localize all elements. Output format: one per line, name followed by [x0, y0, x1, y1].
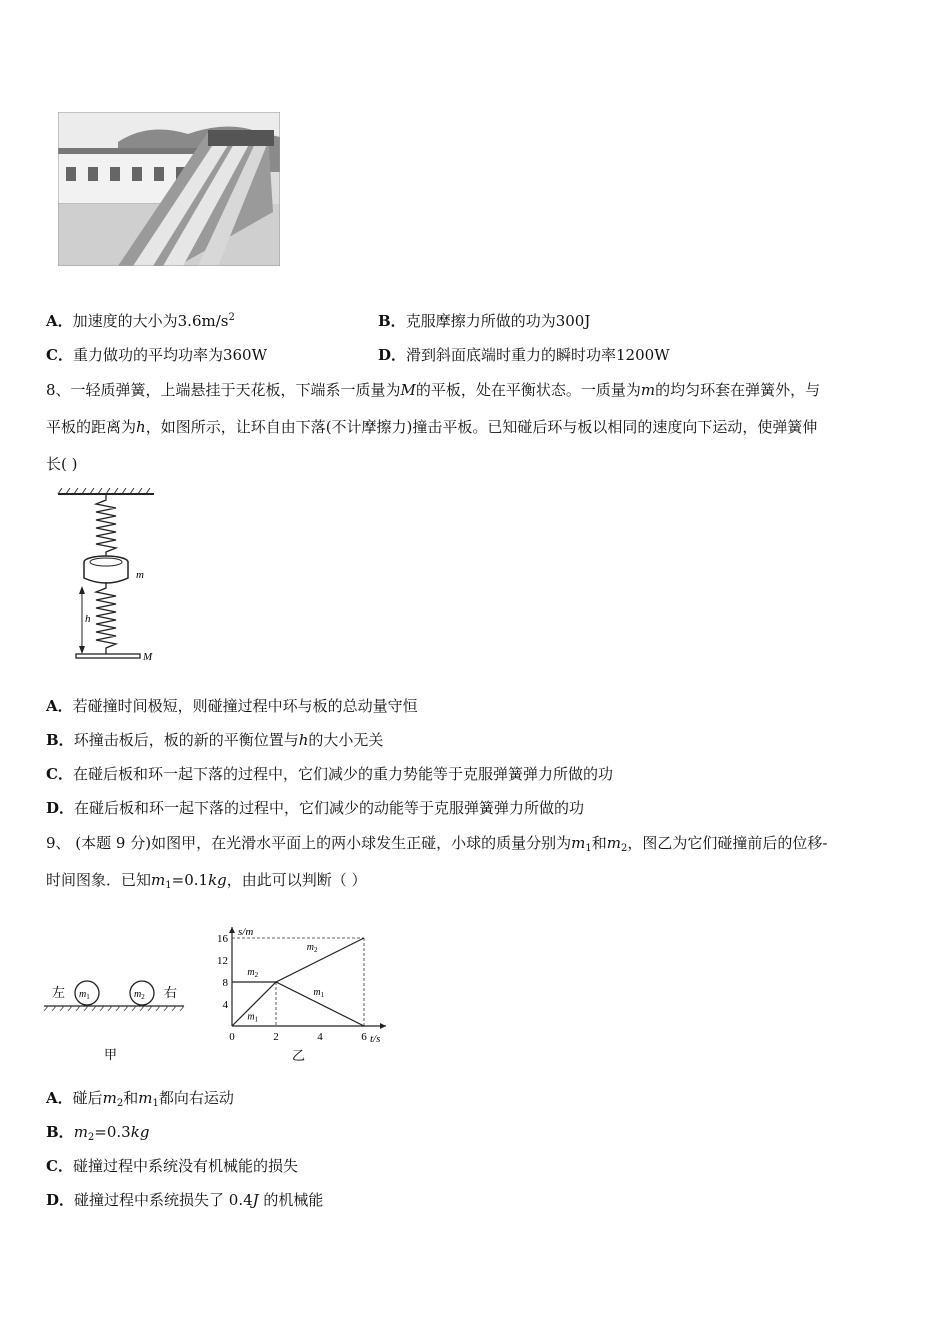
caption-jia: 甲	[104, 1047, 118, 1062]
x-tick-label: 2	[273, 1031, 279, 1043]
label-right: 右	[164, 985, 178, 1000]
q8-option-b: B．环撞击板后，板的新的平衡位置与h的大小无关	[46, 731, 384, 749]
fig-label-m: m	[136, 569, 144, 581]
y-tick-label: 12	[217, 955, 228, 967]
fig-label-M: M	[143, 651, 153, 663]
x-axis-label: t/s	[370, 1033, 381, 1045]
q9-option-a: A．碰后$m_2$和$m_1$都向右运动	[46, 1089, 234, 1109]
q8-stem-line2: 平板的距离为h，如图所示，让环自由下落(不计摩擦力)撞击平板。已知碰后环与板以相同的速度向下运动，使弹簧伸	[46, 418, 818, 436]
label-m2-after: $m_2$	[306, 942, 318, 955]
y-axis-label: s/m	[238, 926, 254, 938]
q8-stem-line3: 长( )	[46, 455, 78, 473]
y-axis-arrow	[229, 927, 235, 933]
label-m1-before: $m_1$	[247, 1011, 259, 1024]
caption-yi: 乙	[292, 1048, 306, 1063]
x-tick-label: 0	[229, 1031, 235, 1043]
spring-ring-figure	[44, 488, 164, 668]
x-tick-label: 4	[317, 1031, 323, 1043]
x-axis-arrow	[380, 1023, 386, 1029]
label-m2-before: $m_2$	[247, 966, 259, 979]
q7-option-d: D．滑到斜面底端时重力的瞬时功率1200W	[378, 346, 670, 364]
svg-text:m2: $m_2$	[134, 989, 145, 1001]
q7-option-c: C．重力做功的平均功率为360W	[46, 346, 268, 364]
q8-option-c: C．在碰后板和环一起下落的过程中，它们减少的重力势能等于克服弹簧弹力所做的功	[46, 765, 613, 783]
q9-stem-line1: 9、 (本题 9 分)如图甲，在光滑水平面上的两小球发生正碰，小球的质量分别为$m_1$和$m_2$，图乙为它们碰撞前后的位移-	[46, 834, 828, 854]
svg-text:m1: $m_1$	[79, 989, 90, 1001]
q9-stem-line2: 时间图象．已知$m_1=0.1kg$，由此可以判断（ ）	[46, 871, 367, 891]
q8-option-d: D．在碰后板和环一起下落的过程中，它们减少的动能等于克服弹簧弹力所做的功	[46, 799, 585, 817]
label-m1-after: $m_1$	[313, 987, 325, 1000]
label-left: 左	[52, 985, 66, 1000]
q7-option-b: B．克服摩擦力所做的功为300J	[378, 312, 591, 330]
y-tick-label: 16	[217, 933, 228, 945]
figure-jia-balls	[42, 975, 190, 1065]
x-tick-label: 6	[361, 1031, 367, 1043]
water-slide-photo	[58, 112, 280, 266]
q9-option-b: B．$m_2=0.3kg$	[46, 1123, 150, 1143]
q9-option-c: C．碰撞过程中系统没有机械能的损失	[46, 1157, 298, 1175]
fig-label-h: h	[85, 613, 91, 625]
q7-option-a: A．加速度的大小为$3.6m/s^2$	[46, 312, 235, 330]
y-tick-label: 8	[222, 977, 228, 989]
q9-option-d: D．碰撞过程中系统损失了 0.4J 的机械能	[46, 1191, 324, 1209]
figure-yi-st-graph	[212, 898, 402, 1066]
q8-option-a: A．若碰撞时间极短，则碰撞过程中环与板的总动量守恒	[46, 697, 418, 715]
y-tick-label: 4	[222, 999, 228, 1011]
q8-stem-line1: 8、一轻质弹簧，上端悬挂于天花板，下端系一质量为M的平板，处在平衡状态。一质量为m的均匀环套在弹簧外，与	[46, 381, 821, 399]
